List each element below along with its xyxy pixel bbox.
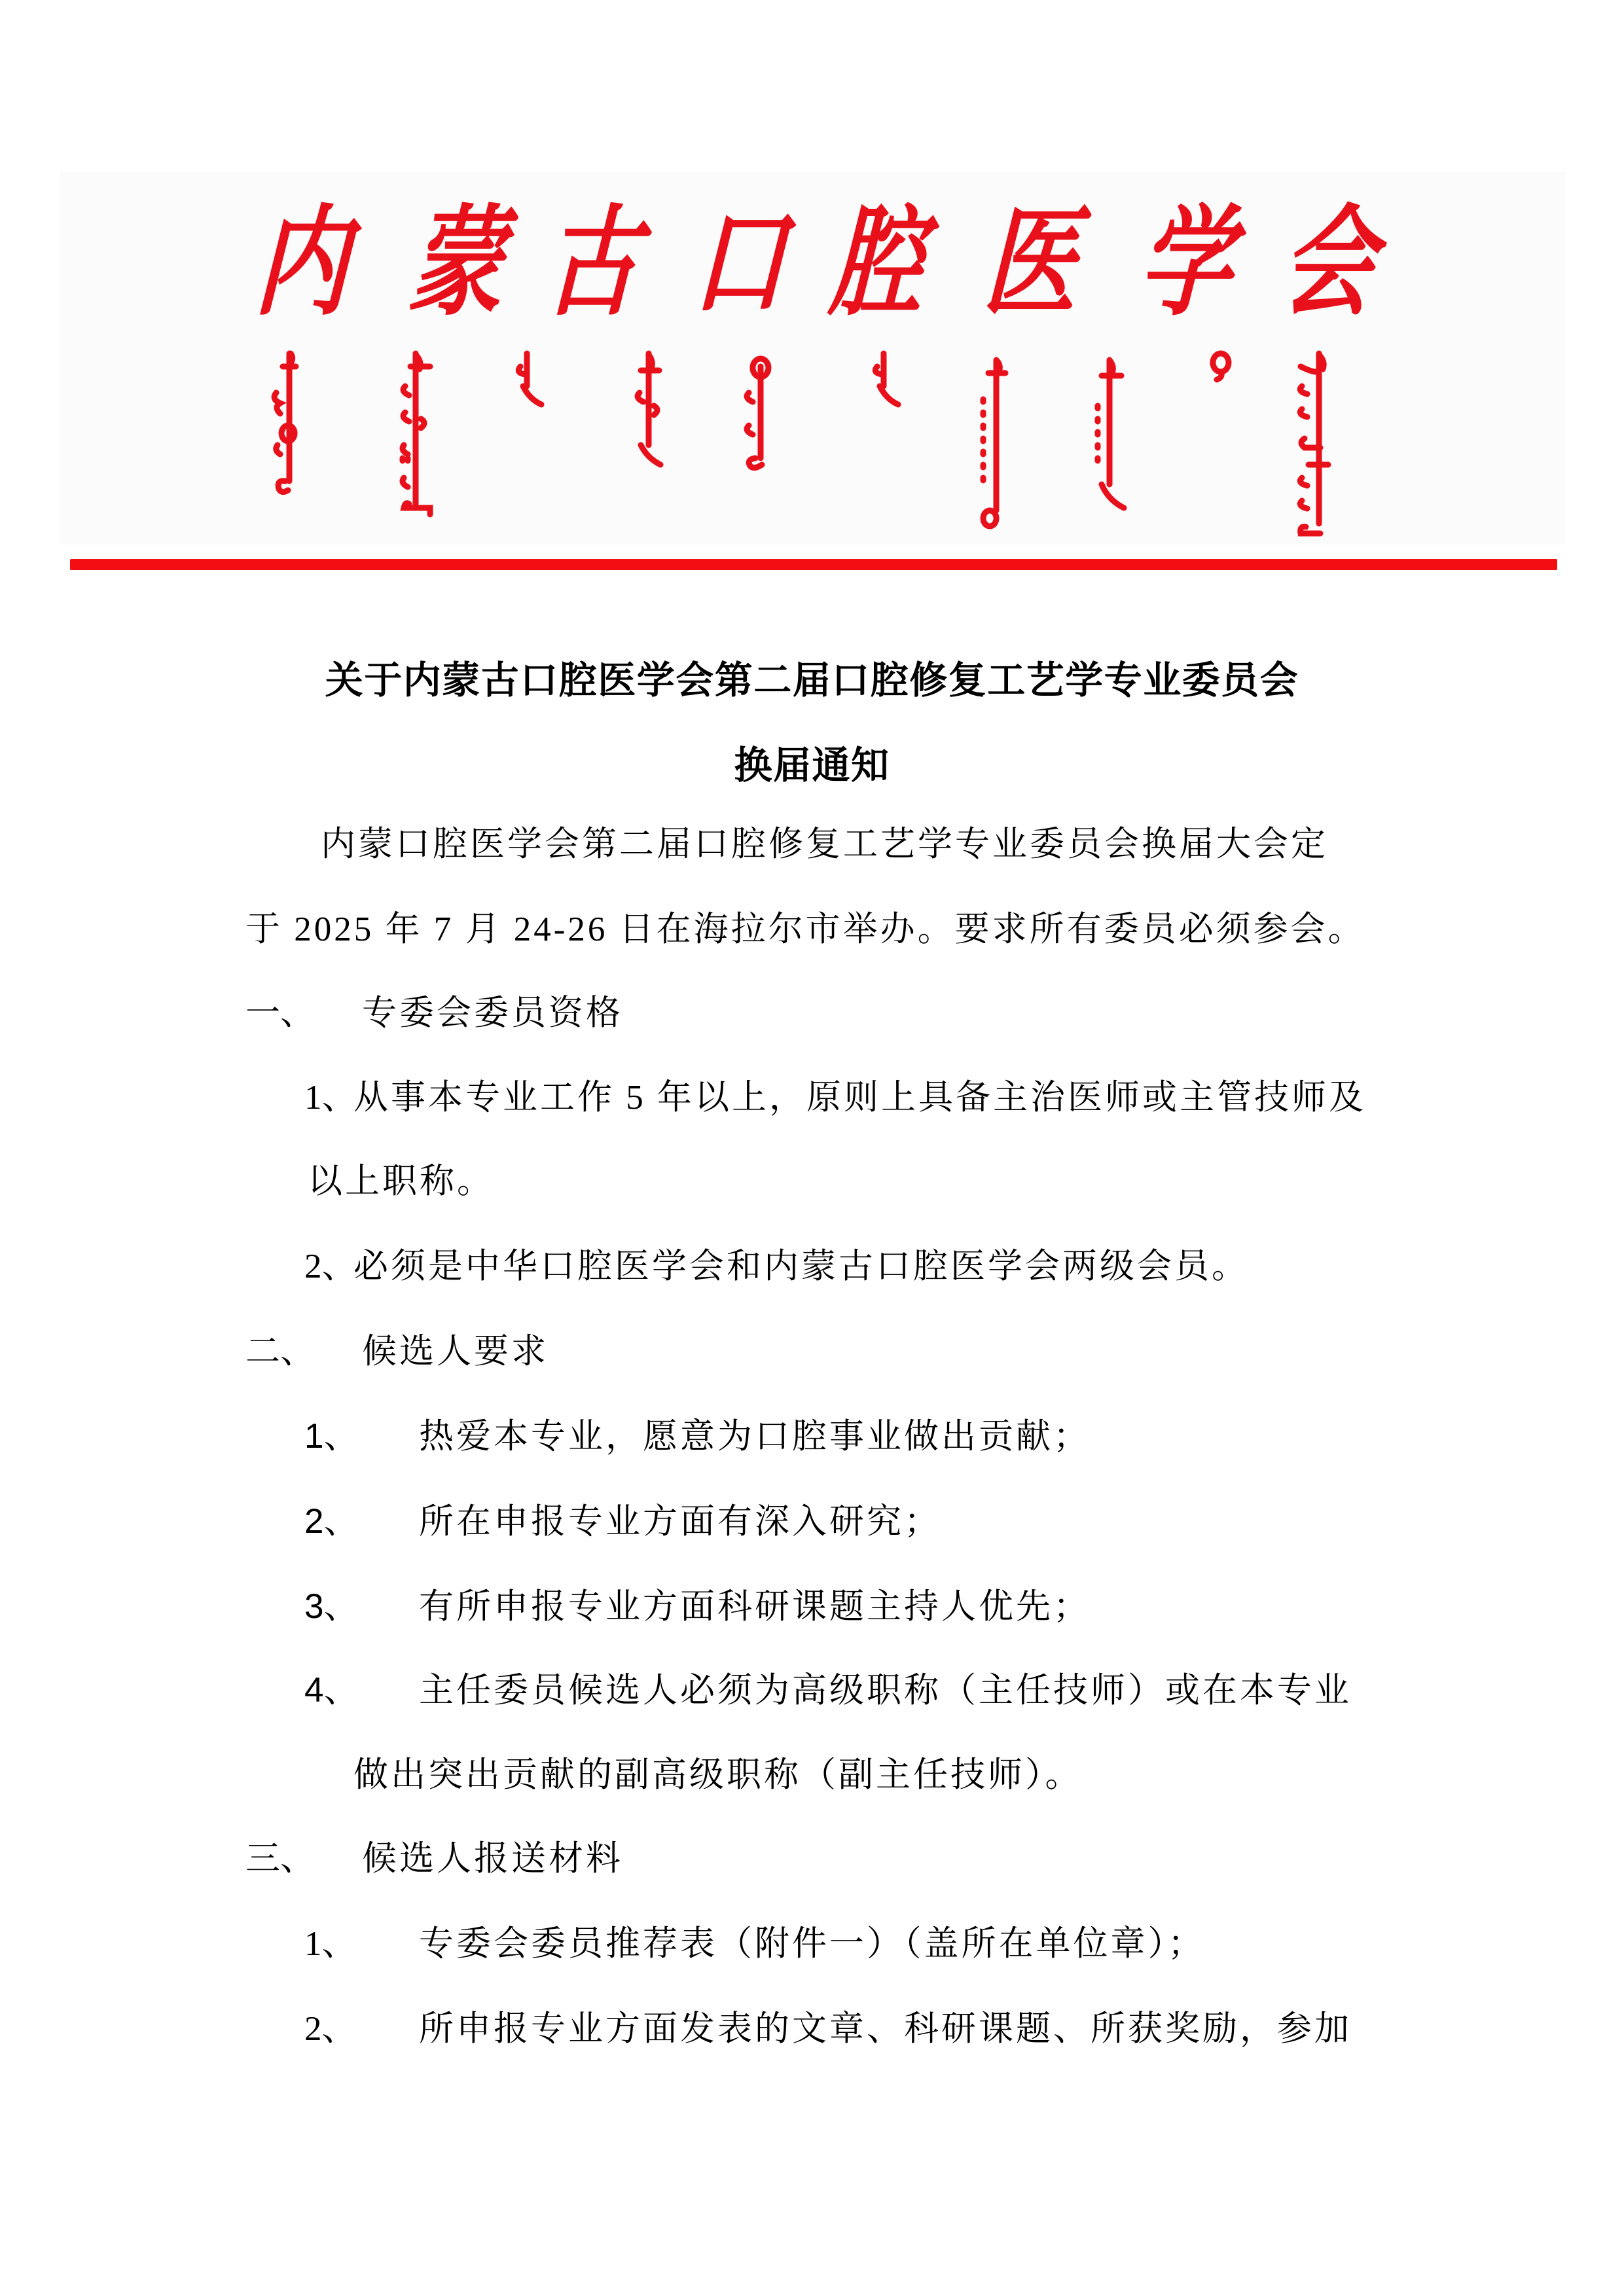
list-item-text-continued: 做出突出贡献的副高级职称（副主任技师）。 <box>353 1756 1083 1794</box>
mongolian-script-word <box>975 347 1015 537</box>
section-heading: 候选人报送材料 <box>362 1840 623 1878</box>
mongolian-script-word <box>740 347 779 478</box>
intro-paragraph-line: 于 2025 年 7 月 24-26 日在海拉尔市举办。要求所有委员必须参会。 <box>245 910 1365 948</box>
list-item-marker: 2、 <box>304 2010 357 2048</box>
list-item-marker: 3、 <box>304 1587 359 1626</box>
mongolian-script-word <box>871 347 903 419</box>
section-heading: 候选人要求 <box>362 1333 549 1371</box>
list-item-text: 必须是中华口腔医学会和内蒙古口腔医学会两级会员。 <box>353 1247 1249 1285</box>
section-marker: 三、 <box>245 1840 315 1878</box>
letterhead-char: 医 <box>981 192 1081 332</box>
list-item-marker: 1、 <box>304 1925 357 1963</box>
letterhead-char: 古 <box>542 192 643 332</box>
mongolian-script-word <box>268 347 308 504</box>
section-heading: 专委会委员资格 <box>362 994 623 1032</box>
list-item-text: 从事本专业工作 5 年以上，原则上具备主治医师或主管技师及 <box>353 1079 1366 1117</box>
mongolian-script-word <box>396 347 442 530</box>
mongolian-script-word <box>632 347 671 478</box>
letterhead-char: 学 <box>1136 192 1236 332</box>
letterhead-char: 口 <box>689 192 790 332</box>
list-item-marker: 4、 <box>304 1671 359 1710</box>
mongolian-script-word <box>1090 347 1136 524</box>
list-item-text: 主任委员候选人必须为高级职称（主任技师）或在本专业 <box>419 1672 1352 1710</box>
list-item-text-continued: 以上职称。 <box>308 1162 494 1200</box>
mongolian-script-word <box>1204 347 1237 386</box>
letterhead-divider-line <box>70 559 1557 570</box>
list-item-text: 专委会委员推荐表（附件一）（盖所在单位章）； <box>419 1925 1205 1963</box>
section-marker: 一、 <box>245 994 315 1032</box>
letterhead-char: 蒙 <box>406 192 507 332</box>
list-item-text: 所申报专业方面发表的文章、科研课题、所获奖励，参加 <box>419 2010 1352 2048</box>
mongolian-script-word <box>1293 347 1339 543</box>
list-item-marker: 1、 <box>304 1417 359 1456</box>
intro-paragraph-line: 内蒙口腔医学会第二届口腔修复工艺学专业委员会换届大会定 <box>321 825 1328 863</box>
document-title: 关于内蒙古口腔医学会第二届口腔修复工艺学专业委员会 <box>325 659 1299 702</box>
list-item-marker: 1、 <box>304 1079 357 1117</box>
mongolian-script-word <box>514 347 547 419</box>
section-marker: 二、 <box>245 1333 315 1371</box>
list-item-text: 热爱本专业，愿意为口腔事业做出贡献； <box>419 1418 1091 1456</box>
letterhead-char: 会 <box>1278 192 1379 332</box>
list-item-text: 有所申报专业方面科研课题主持人优先； <box>419 1588 1091 1626</box>
letterhead-char: 腔 <box>827 192 928 332</box>
list-item-marker: 2、 <box>304 1247 357 1285</box>
letterhead-char: 内 <box>252 192 353 332</box>
list-item-marker: 2、 <box>304 1502 359 1541</box>
document-title-line2: 换届通知 <box>734 744 890 787</box>
list-item-text: 所在申报专业方面有深入研究； <box>419 1503 941 1541</box>
